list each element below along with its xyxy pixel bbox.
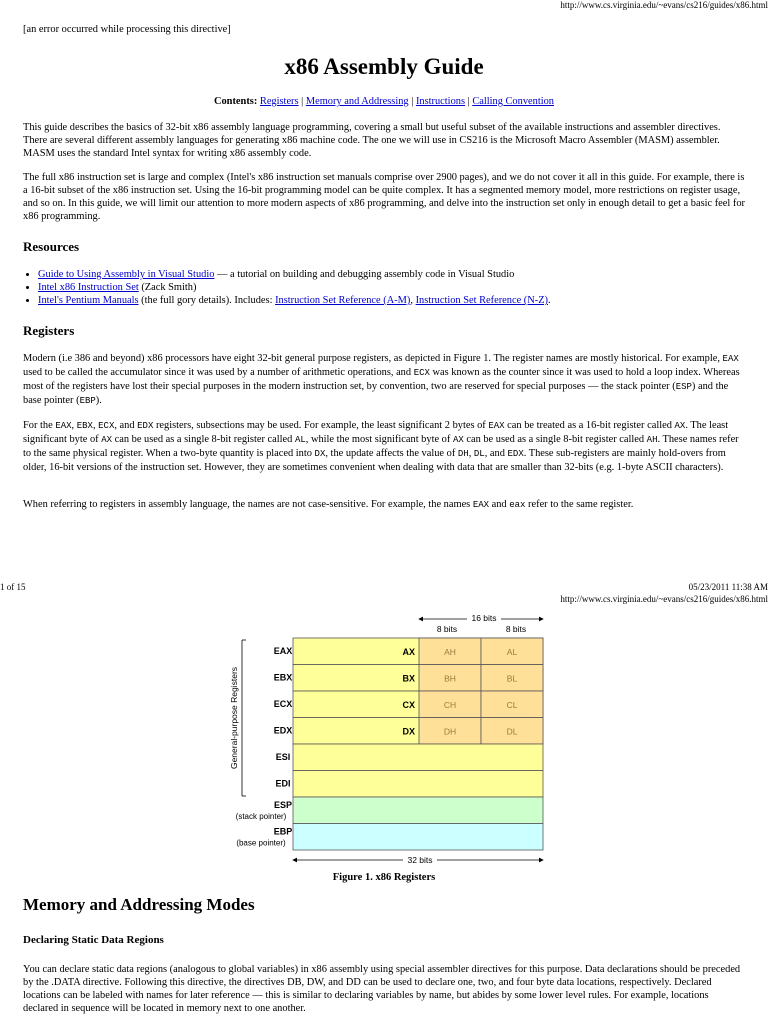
text: , — [92, 420, 99, 431]
resource-desc: — a tutorial on building and debugging assembly code in Visual Studio — [214, 269, 515, 280]
page-title: x86 Assembly Guide — [284, 54, 484, 79]
register-row-esp — [293, 797, 543, 824]
resource-desc: (Zack Smith) — [138, 282, 197, 293]
resources-heading: Resources — [23, 239, 80, 254]
code-ax: AX — [674, 421, 686, 431]
page-count: 1 of 15 — [0, 582, 26, 592]
code-eax: EAX — [722, 354, 739, 364]
code-edx: EDX — [137, 421, 154, 431]
register-sub-bx: BX — [402, 673, 415, 684]
memory-heading: Memory and Addressing Modes — [23, 895, 255, 914]
code-eax-lower: eax — [509, 500, 526, 510]
contents-nav — [23, 95, 745, 108]
register-sub-ax: AX — [402, 647, 415, 657]
register-byte-label-dh: DH — [443, 726, 457, 737]
code-ax: AX — [452, 435, 464, 445]
registers-paragraph-2 — [23, 419, 745, 474]
intro-paragraph-2: The full x86 instruction set is large and complex (Intel's x86 instruction set manuals comprise over 2900 pages), and we do not cover it all in this guide. For example, there is a 16-bit subset of the x86 instruction set. Using the 16-bit programming model can be quite complex. It has a segmented memory model, more restrictions on register usage, and so on. In this guide, we will limit our attention to more modern aspects of x86 programming, and delve into the instruction set only in enough detail to get a basic feel for x86 programming. — [23, 172, 745, 222]
resource-item — [38, 268, 745, 281]
code-ah: AH — [646, 435, 658, 445]
intro-paragraph-1: This guide describes the basics of 32-bit x86 assembly language programming, covering a small but useful subset of the available instructions and assembler directives. There are several different assembly languages for generating x86 machine code. The one we will use in CS216 is the Microsoft Macro Assembler (MASM) assembler. MASM uses the standard Intel syntax for writing x86 assembly code. — [23, 122, 721, 159]
contents-separator: | — [301, 96, 304, 107]
resource-desc: (the full gory details). Includes: — [138, 295, 276, 306]
register-row-esi — [293, 744, 543, 771]
register-sub-dx: DX — [402, 726, 415, 737]
register-byte-label-al: AL — [506, 647, 518, 657]
code-ecx: ECX — [413, 368, 430, 378]
code-eax: EAX — [488, 421, 505, 431]
byte-label-high: 8 bits — [436, 624, 458, 634]
text: . These sub-registers are mainly hold-overs from older, 16-bit versions of the instruction set. However, they are sometimes convenient when dealing with data that are smaller than 32-bits (e.g. 1-byte ASCII characters). — [23, 448, 726, 473]
code-al: AL — [294, 435, 306, 445]
register-note-esp: (stack pointer) — [235, 812, 287, 821]
text: can be treated as a 16-bit register called — [504, 420, 675, 431]
bottom-span-label: 32 bits — [407, 855, 433, 865]
register-name-ecx: ECX — [273, 699, 293, 709]
text: . The least significant byte of — [23, 420, 729, 445]
text: refer to the same register. — [525, 499, 634, 510]
registers-paragraph-3 — [23, 498, 745, 512]
text: and — [489, 499, 510, 510]
register-name-ebx: EBX — [273, 672, 293, 683]
register-name-edi: EDI — [275, 778, 291, 789]
text: can be used as a single 8-bit register called — [463, 434, 647, 445]
register-row-edi — [293, 771, 543, 798]
page-url-header-2: http://www.cs.virginia.edu/~evans/cs216/guides/x86.html — [560, 594, 768, 604]
memory-paragraph-1: You can declare static data regions (analogous to global variables) in x86 assembly using special assembler directives for this purpose. Data declarations should be preceded by the .DATA directive. Following this directive, the directives DB, DW, and DD can be used to declare one, two, and four byte data locations, respectively. Declared locations can be labeled with names for later reference — this is similar to declaring variables by name, but abides by some lower level rules. For example, locations declared in sequence will be located in memory next to one another. — [23, 964, 741, 1014]
text: ) and the base pointer ( — [23, 381, 729, 406]
byte-label-low: 8 bits — [505, 624, 527, 634]
text: registers, subsections may be used. For example, the least significant 2 bytes of — [153, 420, 489, 431]
code-eax: EAX — [472, 500, 490, 510]
register-name-esp: ESP — [273, 800, 293, 810]
register-name-edx: EDX — [273, 725, 293, 736]
register-name-ebp: EBP — [273, 826, 293, 837]
x86-registers-figure — [225, 608, 555, 870]
register-note-ebp: (base pointer) — [236, 838, 286, 848]
resource-item — [38, 294, 745, 307]
text: , while the most significant byte of — [305, 434, 453, 445]
contents-link-memory[interactable]: Memory and Addressing — [305, 96, 409, 107]
code-ecx: ECX — [98, 421, 115, 431]
directive-error: [an error occurred while processing this directive] — [23, 24, 231, 35]
text: Modern (i.e 386 and beyond) x86 processors have eight 32-bit general purpose registers, as depicted in Figure 1. The register names are mostly historical. For example, — [23, 353, 723, 364]
text: , and — [114, 420, 138, 431]
text: , and — [484, 448, 508, 459]
registers-paragraph-1 — [23, 352, 745, 408]
register-byte-label-ah: AH — [444, 647, 456, 657]
text: , — [71, 420, 77, 431]
register-byte-label-bh: BH — [444, 673, 456, 684]
error-message — [23, 23, 745, 36]
register-name-esi: ESI — [275, 752, 291, 762]
resource-link-reference-am[interactable]: Instruction Set Reference (A-M) — [275, 295, 411, 306]
register-row-ebp — [293, 824, 543, 851]
text: . These names refer to the same physical register. When a two-byte quantity is placed into — [23, 434, 739, 459]
contents-link-calling[interactable]: Calling Convention — [472, 96, 554, 107]
code-dx: DX — [314, 449, 326, 459]
contents-separator: | — [467, 96, 470, 107]
resource-link-intel-x86[interactable]: Intel x86 Instruction Set — [38, 282, 139, 293]
text: can be used as a single 8-bit register called — [112, 434, 295, 445]
code-dh: DH — [457, 449, 469, 459]
register-byte-label-ch: CH — [443, 700, 457, 710]
text: , — [468, 448, 474, 459]
register-name-eax: EAX — [273, 646, 293, 656]
register-byte-label-cl: CL — [506, 700, 518, 710]
resource-link-pentium-manuals[interactable]: Intel's Pentium Manuals — [38, 295, 139, 306]
resource-link-visual-studio[interactable]: Guide to Using Assembly in Visual Studio — [38, 269, 215, 280]
registers-heading: Registers — [23, 323, 75, 338]
contents-separator: | — [411, 96, 414, 107]
contents-link-registers[interactable]: Registers — [259, 96, 299, 107]
register-sub-cx: CX — [402, 700, 415, 710]
text: , the update affects the value of — [325, 448, 458, 459]
contents-label: Contents: — [213, 96, 258, 107]
code-ebp: EBP — [79, 396, 96, 406]
code-edx: EDX — [507, 449, 524, 459]
code-dl: DL — [473, 449, 485, 459]
print-date: 05/23/2011 11:38 AM — [688, 582, 768, 592]
code-ax: AX — [101, 435, 113, 445]
resource-end: . — [548, 295, 551, 306]
static-data-subheading: Declaring Static Data Regions — [23, 934, 164, 946]
register-byte-label-bl: BL — [506, 673, 518, 684]
code-esp: ESP — [675, 382, 692, 392]
text: was known as the counter since it was used to hold a loop index. Whereas most of the registers have lost their special purposes in the modern instruction set, by convention, two are reserved for special purposes — the stack pointer ( — [23, 367, 740, 392]
resource-link-reference-nz[interactable]: Instruction Set Reference (N-Z) — [415, 295, 549, 306]
register-rows — [236, 638, 543, 850]
resource-separator: , — [410, 295, 416, 306]
code-ebx: EBX — [76, 421, 93, 431]
top-span-label: 16 bits — [471, 613, 497, 623]
text: used to be called the accumulator since it was used by a number of arithmetic operations, and — [23, 367, 414, 378]
figure-caption: Figure 1. x86 Registers — [332, 872, 436, 883]
text: When referring to registers in assembly language, the names are not case-sensitive. For example, the names — [23, 499, 473, 510]
resource-item — [38, 281, 745, 294]
code-eax: EAX — [55, 421, 72, 431]
resources-list — [23, 268, 745, 307]
register-byte-label-dl: DL — [506, 726, 518, 737]
text: For the — [23, 420, 56, 431]
general-purpose-label: General-purpose Registers — [229, 666, 239, 770]
text: ). — [95, 395, 102, 406]
page-url-header: http://www.cs.virginia.edu/~evans/cs216/guides/x86.html — [560, 0, 768, 10]
contents-link-instructions[interactable]: Instructions — [415, 96, 465, 107]
